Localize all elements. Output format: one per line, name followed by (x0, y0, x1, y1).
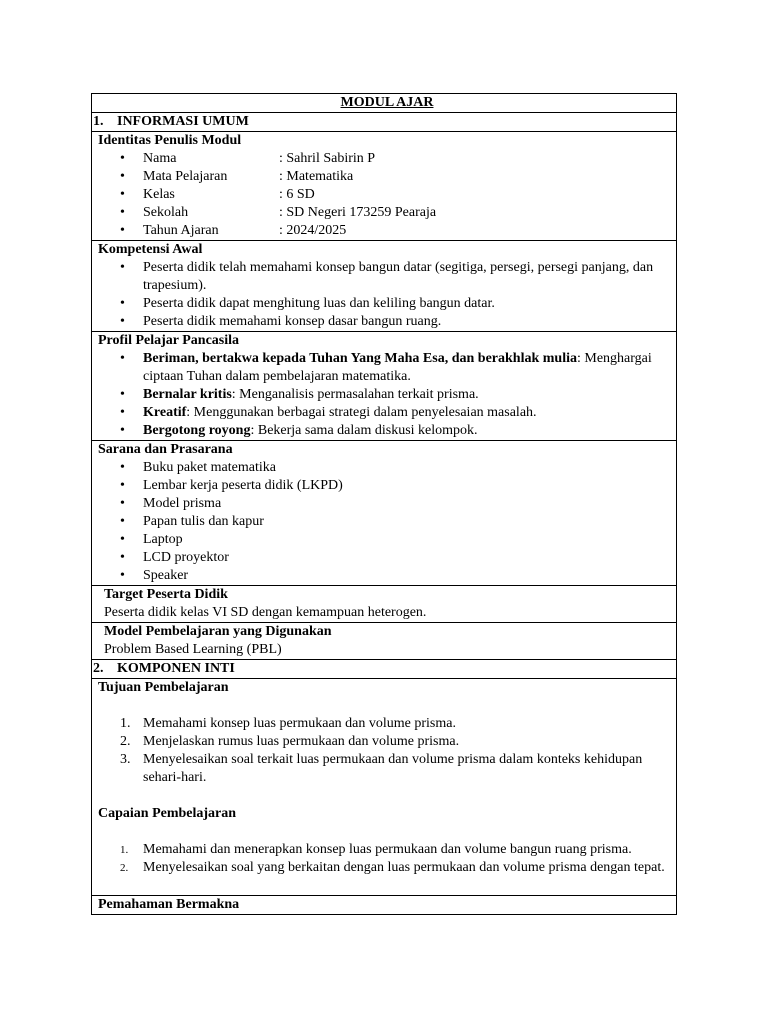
tujuan-heading: Tujuan Pembelajaran (98, 680, 229, 695)
field-value: : 6 SD (279, 187, 315, 202)
list-item (98, 350, 676, 386)
list-item (98, 841, 676, 859)
identitas-row (92, 132, 677, 241)
field-key: Mata Pelajaran (143, 169, 228, 184)
kompetensi-list (98, 259, 676, 331)
item-number: 1. (120, 716, 131, 731)
section-2-row (92, 660, 677, 679)
section-1-row (92, 113, 677, 132)
section-label: INFORMASI UMUM (117, 114, 249, 129)
target-text: Peserta didik kelas VI SD dengan kemampuan heterogen. (104, 605, 427, 620)
list-item (98, 168, 676, 186)
title-row (92, 94, 677, 113)
profil-description: : Bekerja sama dalam diskusi kelompok. (250, 423, 478, 438)
spacer (98, 823, 676, 841)
list-item (98, 733, 676, 751)
profil-dimension: Bernalar kritis (143, 387, 232, 402)
list-item (98, 751, 676, 787)
list-item (98, 715, 676, 733)
item-number: 1. (120, 844, 129, 856)
model-cell (92, 623, 677, 660)
pemahaman-row (92, 896, 677, 915)
list-item: • Buku paket matematika (98, 459, 676, 477)
field-value: : SD Negeri 173259 Pearaja (279, 205, 437, 220)
list-item: • Model prisma (98, 495, 676, 513)
model-row (92, 623, 677, 660)
target-heading: Target Peserta Didik (104, 587, 228, 602)
profil-description: : Menganalisis permasalahan terkait prisma. (231, 387, 479, 402)
document (91, 93, 677, 915)
list-item (98, 422, 676, 440)
field-key: Kelas (143, 187, 175, 202)
tujuan-capaian-row (92, 679, 677, 896)
section-heading-informasi-umum (92, 113, 677, 132)
list-item (98, 186, 676, 204)
section-number: 2. (93, 661, 104, 676)
item-number: 2. (120, 734, 131, 749)
item-text: Menyelesaikan soal terkait luas permukaan dan volume prisma dalam konteks kehidupan sehari-hari. (143, 752, 643, 785)
list-item (98, 222, 676, 240)
spacer (98, 787, 676, 805)
spacer (98, 697, 676, 715)
profil-description: : Menghargai ciptaan Tuhan dalam pembelajaran matematika. (143, 351, 652, 384)
item-number: 3. (120, 752, 131, 767)
field-key: Nama (143, 151, 177, 166)
sarana-heading: Sarana dan Prasarana (98, 442, 233, 457)
field-key: Tahun Ajaran (143, 223, 219, 238)
kompetensi-cell (92, 241, 677, 332)
list-item: • LCD proyektor (98, 549, 676, 567)
field-key: Sekolah (143, 205, 189, 220)
pemahaman-heading: Pemahaman Bermakna (98, 897, 240, 912)
section-label: KOMPONEN INTI (117, 661, 235, 676)
list-item (98, 150, 676, 168)
identitas-heading: Identitas Penulis Modul (98, 133, 242, 148)
profil-row (92, 332, 677, 441)
list-item (98, 859, 676, 877)
list-item: • Speaker (98, 567, 676, 585)
list-item: • Peserta didik dapat menghitung luas dan keliling bangun datar. (98, 295, 676, 313)
field-value: : Matematika (279, 169, 354, 184)
capaian-list (98, 841, 676, 877)
sarana-cell (92, 441, 677, 586)
identitas-cell (92, 132, 677, 241)
kompetensi-heading: Kompetensi Awal (98, 242, 203, 257)
profil-dimension: Kreatif (143, 405, 187, 420)
item-text: Menjelaskan rumus luas permukaan dan volume prisma. (143, 734, 460, 749)
kompetensi-row (92, 241, 677, 332)
list-item (98, 204, 676, 222)
model-heading: Model Pembelajaran yang Digunakan (104, 624, 332, 639)
identitas-list (98, 150, 676, 240)
item-text: Memahami konsep luas permukaan dan volume prisma. (143, 716, 456, 731)
list-item: • Lembar kerja peserta didik (LKPD) (98, 477, 676, 495)
field-value: : 2024/2025 (279, 223, 347, 238)
item-text: Menyelesaikan soal yang berkaitan dengan luas permukaan dan volume prisma dengan tepat. (143, 860, 665, 875)
profil-dimension: Bergotong royong (143, 423, 251, 438)
list-item (98, 386, 676, 404)
tujuan-capaian-cell (92, 679, 677, 896)
list-item: • Laptop (98, 531, 676, 549)
profil-heading: Profil Pelajar Pancasila (98, 333, 240, 348)
field-value: : Sahril Sabirin P (279, 151, 376, 166)
item-text: Memahami dan menerapkan konsep luas permukaan dan volume bangun ruang prisma. (143, 842, 632, 857)
item-number: 2. (120, 862, 129, 874)
section-number: 1. (93, 114, 104, 129)
pemahaman-cell (92, 896, 677, 915)
sarana-row (92, 441, 677, 586)
target-row (92, 586, 677, 623)
model-text: Problem Based Learning (PBL) (104, 642, 282, 657)
list-item: • Papan tulis dan kapur (98, 513, 676, 531)
profil-dimension: Beriman, bertakwa kepada Tuhan Yang Maha Esa, dan berakhlak mulia (143, 351, 577, 366)
modul-table (91, 93, 677, 915)
spacer (98, 877, 676, 895)
sarana-list (98, 459, 676, 585)
section-heading-komponen-inti (92, 660, 677, 679)
document-title: MODUL AJAR (92, 94, 677, 113)
profil-list (98, 350, 676, 440)
list-item: • Peserta didik telah memahami konsep bangun datar (segitiga, persegi, persegi panjang, dan trapesium). (98, 259, 676, 295)
list-item (98, 404, 676, 422)
list-item: • Peserta didik memahami konsep dasar bangun ruang. (98, 313, 676, 331)
target-cell (92, 586, 677, 623)
profil-cell (92, 332, 677, 441)
profil-description: : Menggunakan berbagai strategi dalam penyelesaian masalah. (186, 405, 537, 420)
tujuan-list (98, 715, 676, 787)
capaian-heading: Capaian Pembelajaran (98, 806, 237, 821)
